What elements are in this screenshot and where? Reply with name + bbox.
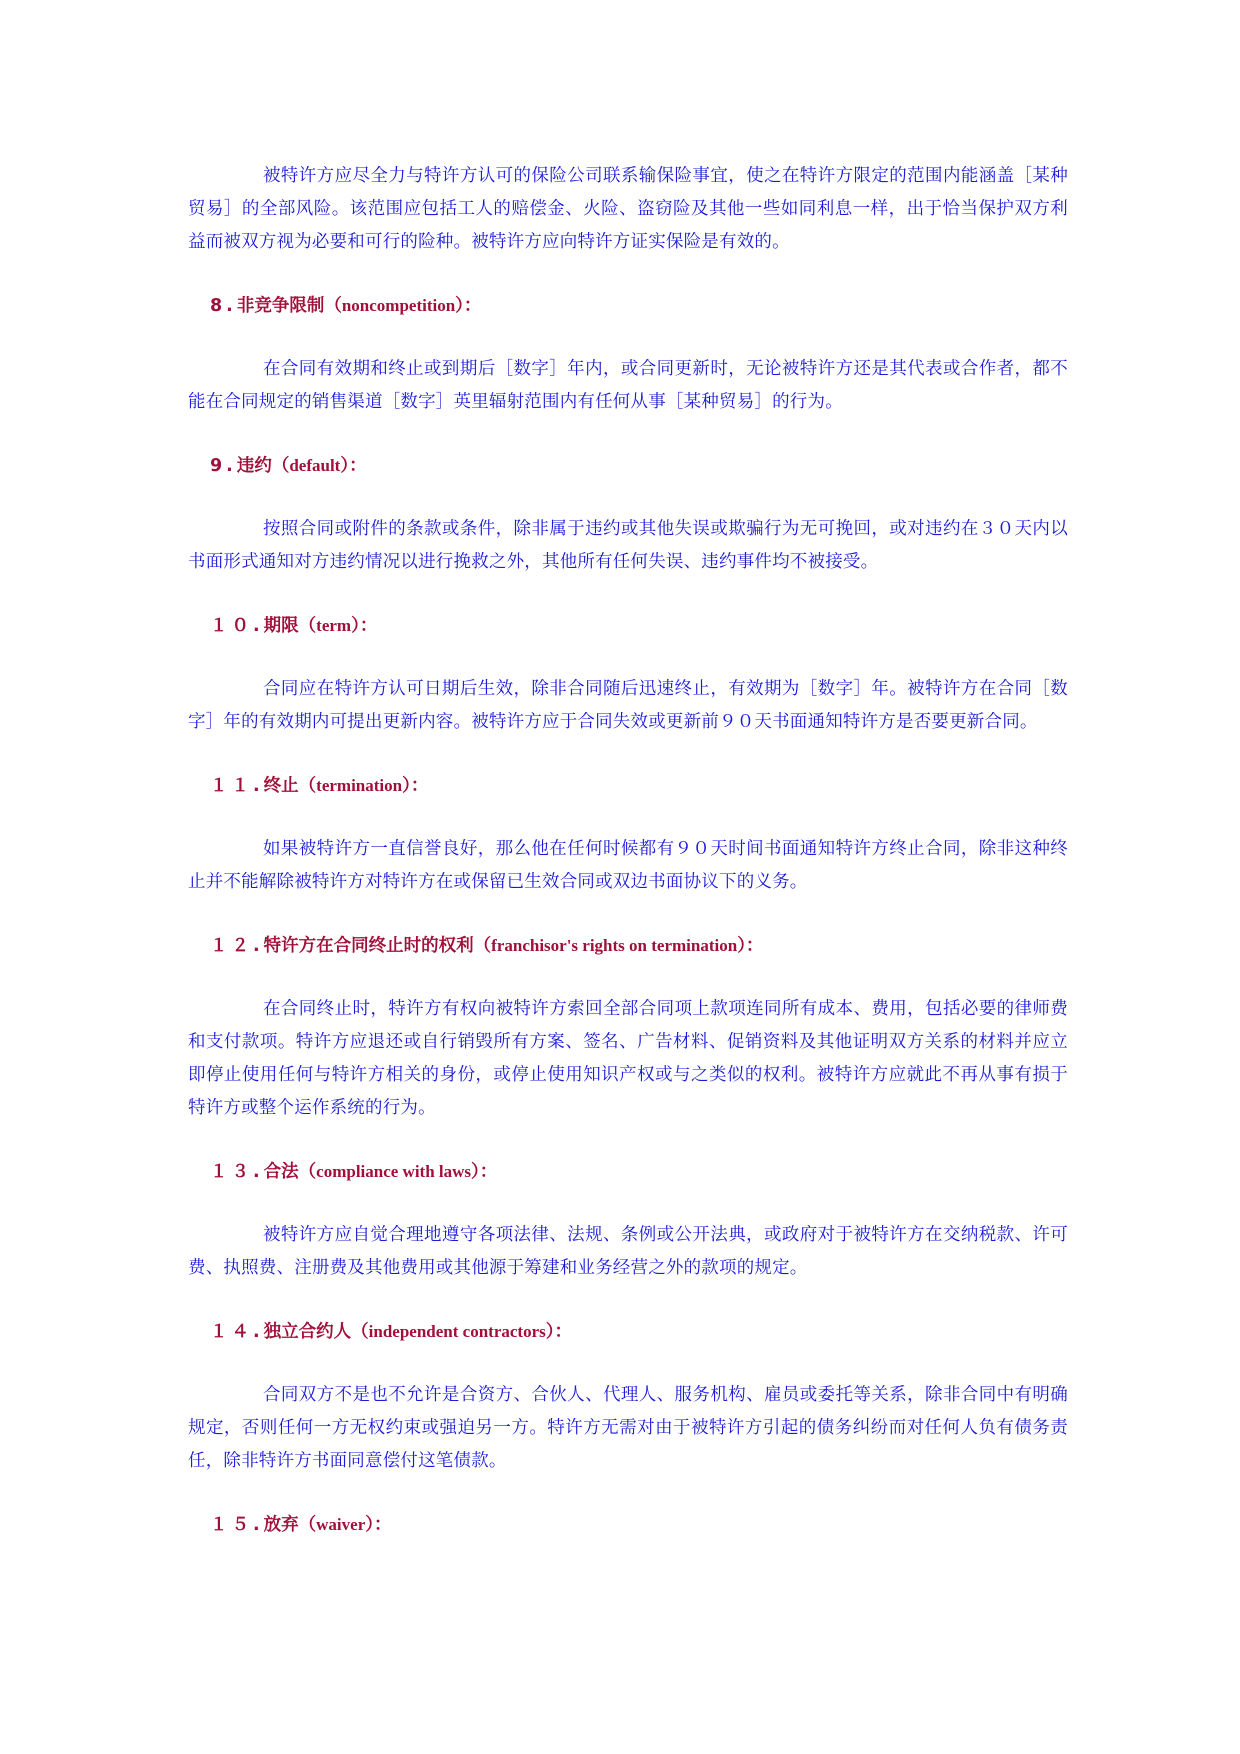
intro-paragraph: 被特许方应尽全力与特许方认可的保险公司联系输保险事宜，使之在特许方限定的范围内能涵盖［某种贸易］的全部风险。该范围应包括工人的赔偿金、火险、盗窃险及其他一些如同利息一样，出于恰当保护双方利益而被双方视为必要和可行的险种。被特许方应向特许方证实保险是有效的。	[188, 166, 1068, 252]
section-title-end: ）：	[545, 1322, 572, 1342]
section-number: 9.	[210, 456, 237, 476]
section-title-en: waiver	[316, 1515, 366, 1534]
section-number: １２.	[210, 936, 264, 956]
section-title-en: independent contractors	[368, 1322, 546, 1341]
section-body-8: 在合同有效期和终止或到期后［数字］年内，或合同更新时，无论被特许方还是其代表或合作者，都不能在合同规定的销售渠道［数字］英里辐射范围内有任何从事［某种贸易］的行为。	[188, 359, 1068, 412]
section-title-en: default	[289, 456, 341, 475]
section-heading-10	[210, 609, 1068, 643]
section-title-en: franchisor's rights on termination	[491, 936, 738, 955]
section-heading-11	[210, 769, 1068, 803]
section-body-9: 按照合同或附件的条款或条件，除非属于违约或其他失误或欺骗行为无可挽回，或对违约在３０天内以书面形式通知对方违约情况以进行挽救之外，其他所有任何失误、违约事件均不被接受。	[188, 519, 1068, 572]
section-number: １０.	[210, 616, 264, 636]
section-body-13: 被特许方应自觉合理地遵守各项法律、法规、条例或公开法典，或政府对于被特许方在交纳税款、许可费、执照费、注册费及其他费用或其他源于筹建和业务经营之外的款项的规定。	[188, 1225, 1068, 1278]
section-title-en: termination	[316, 776, 403, 795]
section-heading-9	[210, 449, 1068, 483]
section-title-cn: 合法（	[263, 1162, 317, 1182]
section-title-cn: 违约（	[236, 456, 290, 476]
section-title-en: noncompetition	[341, 296, 456, 315]
section-title-cn: 终止（	[263, 776, 317, 796]
section-title-en: term	[316, 616, 352, 635]
section-number: １１.	[210, 776, 264, 796]
section-title-en: compliance with laws	[316, 1162, 472, 1181]
section-title-cn: 特许方在合同终止时的权利（	[263, 936, 492, 956]
section-title-end: ）：	[471, 1162, 498, 1182]
section-heading-14	[210, 1315, 1068, 1349]
section-title-cn: 期限（	[263, 616, 317, 636]
section-heading-13	[210, 1155, 1068, 1189]
section-title-end: ）：	[340, 456, 367, 476]
section-title-cn: 独立合约人（	[263, 1322, 369, 1342]
section-body-10: 合同应在特许方认可日期后生效，除非合同随后迅速终止，有效期为［数字］年。被特许方在合同［数字］年的有效期内可提出更新内容。被特许方应于合同失效或更新前９０天书面通知特许方是否要更新合同。	[188, 679, 1068, 732]
section-title-end: ）：	[737, 936, 764, 956]
section-heading-8	[210, 289, 1068, 323]
section-number: 8.	[210, 296, 237, 316]
document-content	[188, 160, 1068, 1572]
section-title-cn: 放弃（	[263, 1515, 317, 1535]
section-title-end: ）：	[365, 1515, 392, 1535]
section-title-cn: 非竞争限制（	[236, 296, 342, 316]
section-body-12: 在合同终止时，特许方有权向被特许方索回全部合同项上款项连同所有成本、费用，包括必要的律师费和支付款项。特许方应退还或自行销毁所有方案、签名、广告材料、促销资料及其他证明双方关系的材料并应立即停止使用任何与特许方相关的身份，或停止使用知识产权或与之类似的权利。被特许方应就此不再从事有损于特许方或整个运作系统的行为。	[188, 999, 1068, 1118]
section-number: １３.	[210, 1162, 264, 1182]
section-title-end: ）：	[351, 616, 378, 636]
section-heading-15	[210, 1508, 1068, 1542]
section-body-11: 如果被特许方一直信誉良好，那么他在任何时候都有９０天时间书面通知特许方终止合同，除非这种终止并不能解除被特许方对特许方在或保留已生效合同或双边书面协议下的义务。	[188, 839, 1068, 892]
section-title-end: ）：	[455, 296, 482, 316]
section-heading-12	[210, 929, 1068, 963]
section-number: １４.	[210, 1322, 264, 1342]
section-number: １５.	[210, 1515, 264, 1535]
section-title-end: ）：	[402, 776, 429, 796]
section-body-14: 合同双方不是也不允许是合资方、合伙人、代理人、服务机构、雇员或委托等关系，除非合同中有明确规定，否则任何一方无权约束或强迫另一方。特许方无需对由于被特许方引起的债务纠纷而对任何人负有债务责任，除非特许方书面同意偿付这笔债款。	[188, 1385, 1068, 1471]
